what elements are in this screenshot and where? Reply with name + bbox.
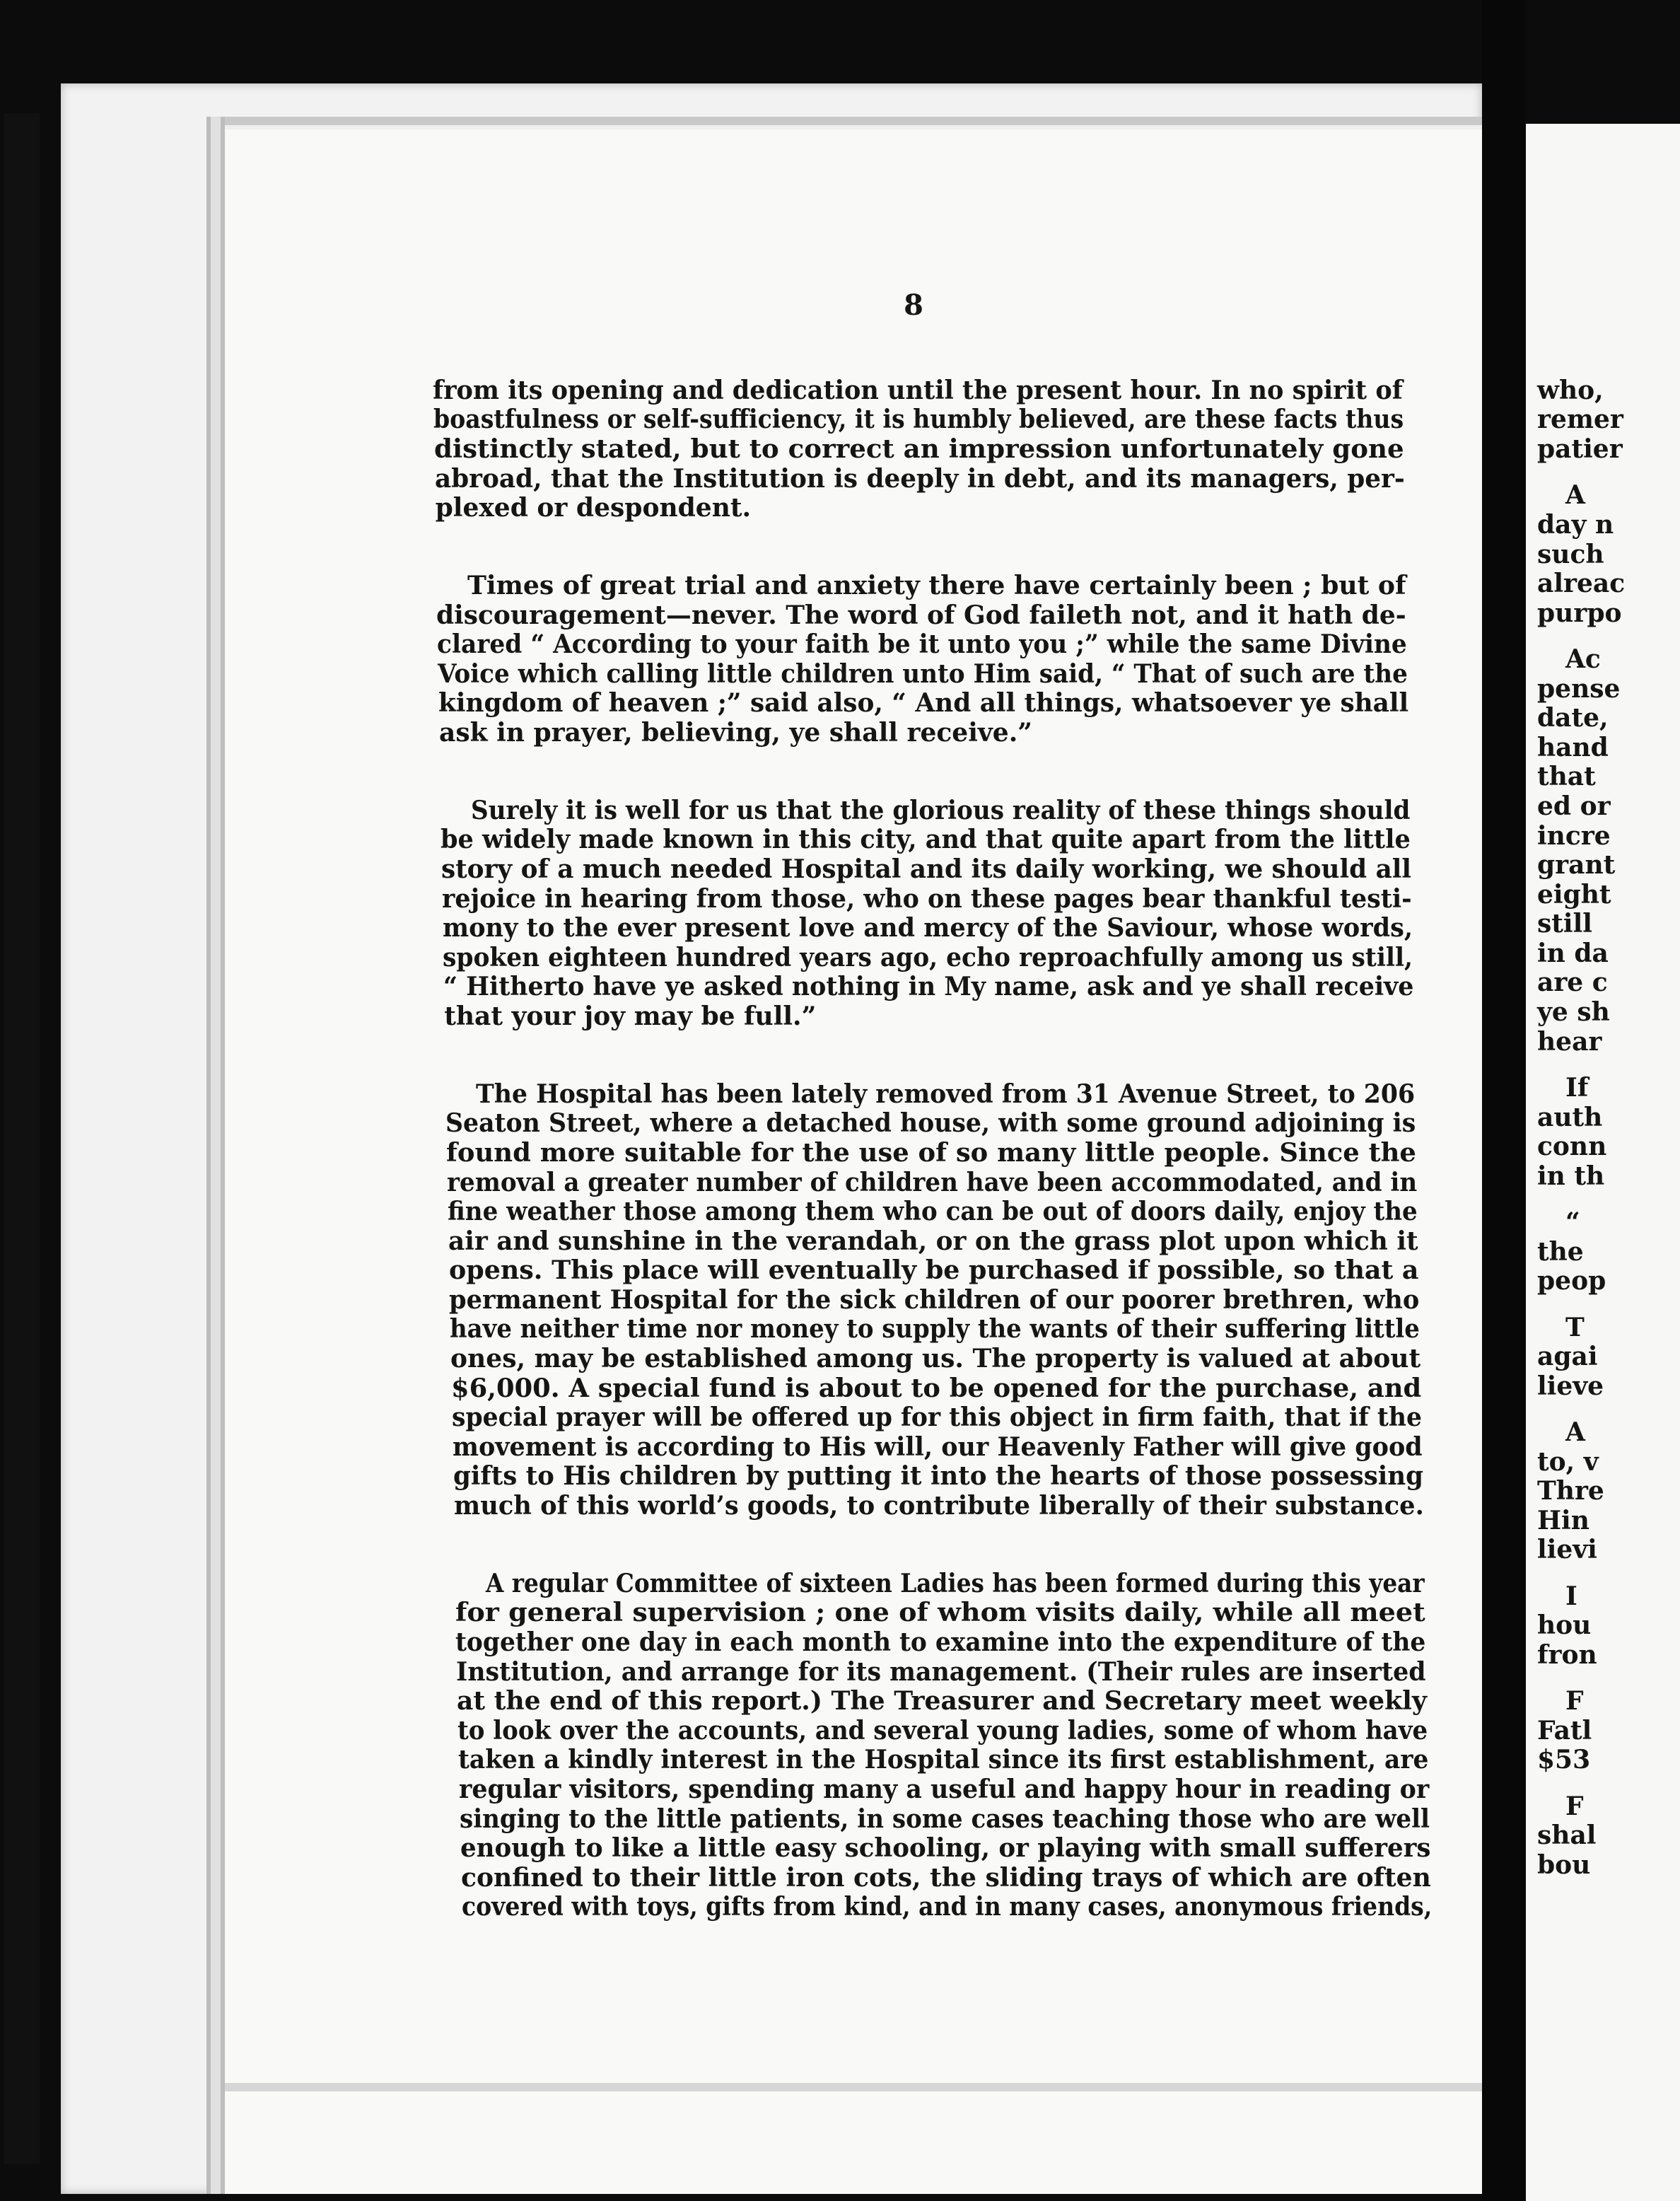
- text-line: permanent Hospital for the sick children of our poorer brethren, who: [449, 1284, 1420, 1315]
- fragment-line: I: [1565, 1581, 1577, 1611]
- text-line: removal a greater number of children have been accommodated, and in: [446, 1167, 1418, 1197]
- fragment-line: in th: [1537, 1161, 1605, 1191]
- fragment-line: the: [1537, 1236, 1584, 1267]
- scan-border-left: [4, 113, 40, 2164]
- text-line: mony to the ever present love and mercy of the Saviour, whose words,: [442, 913, 1413, 943]
- fragment-line: Thre: [1537, 1476, 1604, 1506]
- book-spine: [1482, 0, 1526, 2201]
- text-line: spoken eighteen hundred years ago, echo reproachfully among us still,: [443, 942, 1413, 972]
- text-line: air and sunshine in the verandah, or on the grass plot upon which it: [448, 1226, 1418, 1256]
- fragment-line: grant: [1537, 850, 1616, 881]
- text-line: A regular Committee of sixteen Ladies has been formed during this year: [485, 1568, 1425, 1598]
- fragment-line: hand: [1537, 732, 1609, 762]
- fragment-line: in da: [1537, 938, 1609, 968]
- fragment-line: conn: [1537, 1132, 1607, 1162]
- text-line: covered with toys, gifts from kind, and in many cases, anonymous friends,: [461, 1892, 1432, 1922]
- fragment-line: “: [1565, 1207, 1580, 1238]
- fragment-line: $53: [1537, 1745, 1591, 1775]
- text-line: gifts to His children by putting it into the hearts of those possessing: [453, 1461, 1423, 1492]
- text-line: be widely made known in this city, and that quite apart from the little: [440, 825, 1411, 855]
- text-line: abroad, that the Institution is deeply in debt, and its managers, per-: [434, 463, 1405, 494]
- fragment-line: F: [1565, 1686, 1584, 1717]
- fragment-line: such: [1537, 539, 1604, 569]
- text-line: ones, may be established among us. The property is valued at about: [450, 1344, 1421, 1374]
- text-line: regular visitors, spending many a useful and happy hour in reading or: [458, 1774, 1430, 1804]
- text-line: rejoice in hearing from those, who on these pages bear thankful testi-: [441, 883, 1412, 914]
- text-line: confined to their little iron cots, the sliding trays of which are often: [460, 1862, 1431, 1893]
- text-line: Surely it is well for us that the glorious reality of these things should: [470, 795, 1411, 825]
- fragment-line: ed or: [1537, 791, 1611, 821]
- text-line: much of this world’s goods, to contribute liberally of their substance.: [453, 1490, 1424, 1521]
- fragment-line: agai: [1537, 1342, 1598, 1372]
- fragment-line: patier: [1537, 434, 1623, 465]
- text-line: found more suitable for the use of so many little people. Since the: [445, 1138, 1416, 1168]
- page-number: 8: [904, 289, 923, 322]
- fragment-line: hou: [1537, 1610, 1592, 1641]
- fragment-line: day n: [1537, 509, 1614, 540]
- text-line: movement is according to His will, our Heavenly Father will give good: [452, 1431, 1423, 1462]
- text-line: ask in prayer, believing, ye shall receive.”: [439, 718, 1032, 748]
- text-line: have neither time nor money to supply the wants of their suffering little: [450, 1314, 1421, 1345]
- fragment-line: F: [1565, 1791, 1584, 1821]
- text-line: distinctly stated, but to correct an impression unfortunately gone: [433, 434, 1404, 465]
- fragment-line: pense: [1537, 673, 1621, 704]
- text-line: enough to like a little easy schooling, or playing with small sufferers: [460, 1833, 1431, 1864]
- fragment-line: fron: [1537, 1639, 1597, 1670]
- fragment-line: who,: [1537, 375, 1604, 405]
- text-line: “ Hitherto have ye asked nothing in My name, ask and ye shall receive: [443, 972, 1414, 1002]
- text-line: boastfulness or self-sufficiency, it is humbly believed, are these facts thus: [433, 405, 1404, 435]
- fragment-line: lievi: [1537, 1535, 1597, 1565]
- fragment-line: Fatl: [1537, 1715, 1592, 1746]
- text-line: special prayer will be offered up for this object in firm faith, that if the: [452, 1403, 1422, 1433]
- fragment-line: peop: [1537, 1266, 1606, 1296]
- fragment-line: T: [1565, 1312, 1585, 1342]
- fragment-line: still: [1537, 909, 1592, 939]
- text-line: at the end of this report.) The Treasurer and Secretary meet weekly: [457, 1686, 1428, 1717]
- text-line: Seaton Street, where a detached house, with some ground adjoining is: [445, 1108, 1416, 1139]
- text-line: singing to the little patients, in some cases teaching those who are well: [459, 1804, 1430, 1834]
- fragment-line: eight: [1537, 879, 1611, 910]
- fragment-line: bou: [1537, 1849, 1591, 1880]
- fragment-line: that: [1537, 762, 1596, 792]
- text-line: that your joy may be full.”: [444, 1001, 817, 1031]
- fragment-line: incre: [1537, 820, 1611, 851]
- fragment-line: purpo: [1537, 598, 1622, 628]
- text-line: from its opening and dedication until the present hour. In no spirit of: [433, 375, 1403, 405]
- text-line: together one day in each month to examine into the expenditure of the: [455, 1627, 1426, 1658]
- text-line: to look over the accounts, and several young ladies, some of whom have: [457, 1715, 1428, 1746]
- text-line: opens. This place will eventually be purchased if possible, so that a: [448, 1255, 1418, 1286]
- fragment-line: Hin: [1537, 1505, 1589, 1535]
- text-line: $6,000. A special fund is about to be opened for the purchase, and: [451, 1373, 1422, 1403]
- fragment-line: shal: [1537, 1820, 1597, 1851]
- text-line: fine weather those among them who can be out of doors daily, enjoy the: [447, 1197, 1418, 1227]
- fragment-line: alreac: [1537, 569, 1626, 599]
- text-line: Times of great trial and anxiety there have certainly been ; but of: [467, 571, 1406, 601]
- text-line: Voice which calling little children unto Him said, “ That of such are the: [438, 658, 1408, 689]
- fragment-line: hear: [1537, 1026, 1602, 1057]
- text-line: taken a kindly interest in the Hospital since its first establishment, are: [458, 1745, 1429, 1775]
- fragment-line: remer: [1537, 405, 1623, 435]
- fragment-line: A: [1565, 480, 1585, 511]
- fragment-line: ye sh: [1537, 997, 1610, 1028]
- text-line: for general supervision ; one of whom visits daily, while all meet: [455, 1598, 1425, 1628]
- fragment-line: to, v: [1537, 1446, 1599, 1477]
- text-line: discouragement—never. The word of God faileth not, and it hath de-: [436, 600, 1407, 630]
- fragment-line: lieve: [1537, 1371, 1604, 1401]
- text-line: story of a much needed Hospital and its daily working, we should all: [441, 854, 1411, 885]
- book-page-right: [1526, 124, 1680, 2201]
- fragment-line: If: [1565, 1072, 1589, 1103]
- text-line: Institution, and arrange for its management. (Their rules are inserted: [456, 1656, 1426, 1687]
- fragment-line: date,: [1537, 703, 1609, 733]
- text-line: The Hospital has been lately removed from 31 Avenue Street, to 206: [476, 1079, 1416, 1109]
- page-stack-edge: [225, 2083, 1482, 2091]
- text-line: clared “ According to your faith be it unto you ;” while the same Divine: [437, 629, 1408, 660]
- text-line: plexed or despondent.: [435, 493, 752, 523]
- fragment-line: Ac: [1565, 644, 1601, 675]
- fragment-line: are c: [1537, 968, 1608, 998]
- fragment-line: auth: [1537, 1102, 1603, 1132]
- text-line: kingdom of heaven ;” said also, “ And all things, whatsoever ye shall: [438, 688, 1409, 719]
- fragment-line: A: [1565, 1417, 1585, 1448]
